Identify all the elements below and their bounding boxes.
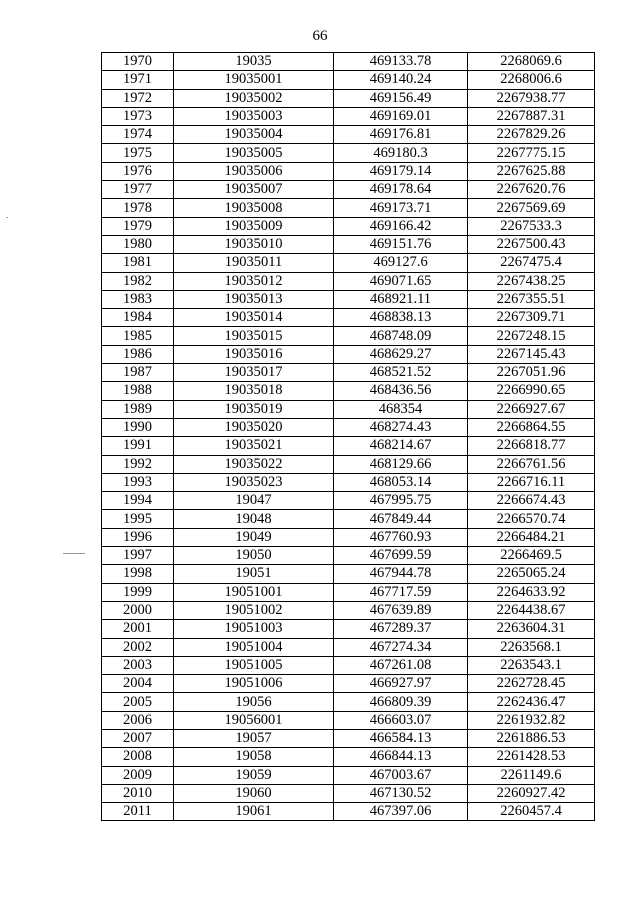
- point-code-cell: 19057: [174, 729, 334, 747]
- point-index-cell: 1976: [102, 162, 174, 180]
- point-code-cell: 19051006: [174, 675, 334, 693]
- point-code-cell: 19035017: [174, 364, 334, 382]
- table-row: [102, 803, 595, 821]
- table-row: [102, 638, 595, 656]
- table-row: [102, 455, 595, 473]
- y-coordinate-cell: 2267355.51: [468, 290, 595, 308]
- page-number: 66: [312, 28, 328, 44]
- point-code-cell: 19035009: [174, 217, 334, 235]
- y-coordinate-cell: 2266484.21: [468, 528, 595, 546]
- point-code-cell: 19047: [174, 492, 334, 510]
- point-index-cell: 1998: [102, 565, 174, 583]
- point-index-cell: 1985: [102, 327, 174, 345]
- y-coordinate-cell: 2266927.67: [468, 400, 595, 418]
- point-code-cell: 19061: [174, 803, 334, 821]
- table-row: [102, 235, 595, 253]
- table-row: [102, 418, 595, 436]
- point-code-cell: 19035013: [174, 290, 334, 308]
- point-code-cell: 19059: [174, 766, 334, 784]
- point-index-cell: 1980: [102, 235, 174, 253]
- table-row: [102, 382, 595, 400]
- y-coordinate-cell: 2262436.47: [468, 693, 595, 711]
- point-index-cell: 1977: [102, 181, 174, 199]
- point-code-cell: 19060: [174, 784, 334, 802]
- point-index-cell: 1972: [102, 89, 174, 107]
- point-index-cell: 2000: [102, 601, 174, 619]
- point-code-cell: 19051: [174, 565, 334, 583]
- x-coordinate-cell: 467944.78: [334, 565, 468, 583]
- y-coordinate-cell: 2261428.53: [468, 748, 595, 766]
- x-coordinate-cell: 469176.81: [334, 126, 468, 144]
- y-coordinate-cell: 2263543.1: [468, 656, 595, 674]
- table-row: [102, 711, 595, 729]
- y-coordinate-cell: 2264633.92: [468, 583, 595, 601]
- y-coordinate-cell: 2262728.45: [468, 675, 595, 693]
- point-index-cell: 2005: [102, 693, 174, 711]
- table-row: [102, 162, 595, 180]
- point-code-cell: 19051001: [174, 583, 334, 601]
- point-index-cell: 1993: [102, 473, 174, 491]
- table-row: [102, 766, 595, 784]
- x-coordinate-cell: 467699.59: [334, 547, 468, 565]
- y-coordinate-cell: 2267533.3: [468, 217, 595, 235]
- y-coordinate-cell: 2263568.1: [468, 638, 595, 656]
- table-row: [102, 656, 595, 674]
- point-index-cell: 1992: [102, 455, 174, 473]
- y-coordinate-cell: 2266818.77: [468, 437, 595, 455]
- y-coordinate-cell: 2267625.88: [468, 162, 595, 180]
- x-coordinate-cell: 469151.76: [334, 235, 468, 253]
- x-coordinate-cell: 468748.09: [334, 327, 468, 345]
- point-index-cell: 1997: [102, 547, 174, 565]
- x-coordinate-cell: 469156.49: [334, 89, 468, 107]
- table-row: [102, 71, 595, 89]
- table-row: [102, 601, 595, 619]
- y-coordinate-cell: 2267475.4: [468, 254, 595, 272]
- point-code-cell: 19051004: [174, 638, 334, 656]
- point-index-cell: 1995: [102, 510, 174, 528]
- x-coordinate-cell: 469180.3: [334, 144, 468, 162]
- point-code-cell: 19035012: [174, 272, 334, 290]
- point-index-cell: 1981: [102, 254, 174, 272]
- table-row: [102, 199, 595, 217]
- point-code-cell: 19035008: [174, 199, 334, 217]
- table-row: [102, 437, 595, 455]
- point-code-cell: 19050: [174, 547, 334, 565]
- y-coordinate-cell: 2267829.26: [468, 126, 595, 144]
- point-code-cell: 19035014: [174, 309, 334, 327]
- x-coordinate-cell: 467130.52: [334, 784, 468, 802]
- y-coordinate-cell: 2266990.65: [468, 382, 595, 400]
- y-coordinate-cell: 2267887.31: [468, 107, 595, 125]
- table-row: [102, 53, 595, 71]
- table-row: [102, 327, 595, 345]
- y-coordinate-cell: 2260927.42: [468, 784, 595, 802]
- x-coordinate-cell: 468436.56: [334, 382, 468, 400]
- y-coordinate-cell: 2264438.67: [468, 601, 595, 619]
- x-coordinate-cell: 469166.42: [334, 217, 468, 235]
- table-row: [102, 620, 595, 638]
- y-coordinate-cell: 2267438.25: [468, 272, 595, 290]
- point-code-cell: 19035022: [174, 455, 334, 473]
- x-coordinate-cell: 466809.39: [334, 693, 468, 711]
- table-row: [102, 364, 595, 382]
- table-row: [102, 254, 595, 272]
- point-index-cell: 1973: [102, 107, 174, 125]
- table-row: [102, 126, 595, 144]
- x-coordinate-cell: 469169.01: [334, 107, 468, 125]
- point-code-cell: 19035010: [174, 235, 334, 253]
- point-code-cell: 19035018: [174, 382, 334, 400]
- point-index-cell: 2004: [102, 675, 174, 693]
- y-coordinate-cell: 2266864.55: [468, 418, 595, 436]
- point-code-cell: 19035011: [174, 254, 334, 272]
- point-code-cell: 19049: [174, 528, 334, 546]
- y-coordinate-cell: 2267500.43: [468, 235, 595, 253]
- point-index-cell: 1970: [102, 53, 174, 71]
- x-coordinate-cell: 469127.6: [334, 254, 468, 272]
- x-coordinate-cell: 467995.75: [334, 492, 468, 510]
- x-coordinate-cell: 469173.71: [334, 199, 468, 217]
- point-code-cell: 19051005: [174, 656, 334, 674]
- table-row: [102, 290, 595, 308]
- y-coordinate-cell: 2267309.71: [468, 309, 595, 327]
- table-row: [102, 675, 595, 693]
- point-code-cell: 19056001: [174, 711, 334, 729]
- y-coordinate-cell: 2263604.31: [468, 620, 595, 638]
- y-coordinate-cell: 2266716.11: [468, 473, 595, 491]
- x-coordinate-cell: 466584.13: [334, 729, 468, 747]
- point-index-cell: 2011: [102, 803, 174, 821]
- margin-mark: [6, 217, 8, 218]
- point-code-cell: 19035006: [174, 162, 334, 180]
- table-row: [102, 583, 595, 601]
- y-coordinate-cell: 2267051.96: [468, 364, 595, 382]
- point-index-cell: 1991: [102, 437, 174, 455]
- margin-mark: [63, 553, 85, 554]
- point-code-cell: 19035007: [174, 181, 334, 199]
- y-coordinate-cell: 2267569.69: [468, 199, 595, 217]
- point-index-cell: 1975: [102, 144, 174, 162]
- point-code-cell: 19056: [174, 693, 334, 711]
- table-row: [102, 181, 595, 199]
- x-coordinate-cell: 469178.64: [334, 181, 468, 199]
- table-row: [102, 693, 595, 711]
- y-coordinate-cell: 2268006.6: [468, 71, 595, 89]
- table-row: [102, 547, 595, 565]
- x-coordinate-cell: 468214.67: [334, 437, 468, 455]
- y-coordinate-cell: 2266469.5: [468, 547, 595, 565]
- point-code-cell: 19035004: [174, 126, 334, 144]
- table-row: [102, 473, 595, 491]
- x-coordinate-cell: 467639.89: [334, 601, 468, 619]
- table-row: [102, 784, 595, 802]
- coordinates-table-body: [102, 53, 595, 821]
- point-index-cell: 1988: [102, 382, 174, 400]
- x-coordinate-cell: 468629.27: [334, 345, 468, 363]
- table-row: [102, 345, 595, 363]
- y-coordinate-cell: 2267620.76: [468, 181, 595, 199]
- x-coordinate-cell: 466603.07: [334, 711, 468, 729]
- x-coordinate-cell: 467274.34: [334, 638, 468, 656]
- table-row: [102, 748, 595, 766]
- x-coordinate-cell: 466927.97: [334, 675, 468, 693]
- point-index-cell: 1989: [102, 400, 174, 418]
- x-coordinate-cell: 469133.78: [334, 53, 468, 71]
- y-coordinate-cell: 2266570.74: [468, 510, 595, 528]
- point-index-cell: 2009: [102, 766, 174, 784]
- point-code-cell: 19051002: [174, 601, 334, 619]
- point-index-cell: 1979: [102, 217, 174, 235]
- x-coordinate-cell: 468053.14: [334, 473, 468, 491]
- table-row: [102, 492, 595, 510]
- table-row: [102, 729, 595, 747]
- point-code-cell: 19035001: [174, 71, 334, 89]
- point-index-cell: 1994: [102, 492, 174, 510]
- x-coordinate-cell: 468354: [334, 400, 468, 418]
- x-coordinate-cell: 467397.06: [334, 803, 468, 821]
- point-code-cell: 19035005: [174, 144, 334, 162]
- point-index-cell: 1978: [102, 199, 174, 217]
- table-row: [102, 510, 595, 528]
- coordinates-table: [101, 52, 595, 821]
- y-coordinate-cell: 2267248.15: [468, 327, 595, 345]
- point-index-cell: 1987: [102, 364, 174, 382]
- y-coordinate-cell: 2267145.43: [468, 345, 595, 363]
- y-coordinate-cell: 2266761.56: [468, 455, 595, 473]
- point-index-cell: 2006: [102, 711, 174, 729]
- point-index-cell: 1984: [102, 309, 174, 327]
- point-index-cell: 2003: [102, 656, 174, 674]
- point-index-cell: 1974: [102, 126, 174, 144]
- y-coordinate-cell: 2261886.53: [468, 729, 595, 747]
- y-coordinate-cell: 2261932.82: [468, 711, 595, 729]
- x-coordinate-cell: 468129.66: [334, 455, 468, 473]
- x-coordinate-cell: 468274.43: [334, 418, 468, 436]
- point-index-cell: 1986: [102, 345, 174, 363]
- point-code-cell: 19035: [174, 53, 334, 71]
- x-coordinate-cell: 467003.67: [334, 766, 468, 784]
- x-coordinate-cell: 467289.37: [334, 620, 468, 638]
- table-row: [102, 89, 595, 107]
- point-index-cell: 2002: [102, 638, 174, 656]
- x-coordinate-cell: 469071.65: [334, 272, 468, 290]
- point-code-cell: 19035016: [174, 345, 334, 363]
- point-index-cell: 1971: [102, 71, 174, 89]
- x-coordinate-cell: 469179.14: [334, 162, 468, 180]
- point-index-cell: 1990: [102, 418, 174, 436]
- x-coordinate-cell: 467760.93: [334, 528, 468, 546]
- x-coordinate-cell: 468921.11: [334, 290, 468, 308]
- point-code-cell: 19048: [174, 510, 334, 528]
- point-index-cell: 2008: [102, 748, 174, 766]
- table-row: [102, 528, 595, 546]
- x-coordinate-cell: 469140.24: [334, 71, 468, 89]
- x-coordinate-cell: 466844.13: [334, 748, 468, 766]
- x-coordinate-cell: 468521.52: [334, 364, 468, 382]
- y-coordinate-cell: 2261149.6: [468, 766, 595, 784]
- point-index-cell: 1982: [102, 272, 174, 290]
- x-coordinate-cell: 467849.44: [334, 510, 468, 528]
- point-code-cell: 19035003: [174, 107, 334, 125]
- point-index-cell: 1983: [102, 290, 174, 308]
- x-coordinate-cell: 467261.08: [334, 656, 468, 674]
- y-coordinate-cell: 2267938.77: [468, 89, 595, 107]
- y-coordinate-cell: 2267775.15: [468, 144, 595, 162]
- point-code-cell: 19035020: [174, 418, 334, 436]
- x-coordinate-cell: 467717.59: [334, 583, 468, 601]
- table-row: [102, 217, 595, 235]
- x-coordinate-cell: 468838.13: [334, 309, 468, 327]
- table-row: [102, 309, 595, 327]
- table-row: [102, 272, 595, 290]
- table-row: [102, 107, 595, 125]
- y-coordinate-cell: 2268069.6: [468, 53, 595, 71]
- y-coordinate-cell: 2266674.43: [468, 492, 595, 510]
- point-code-cell: 19035015: [174, 327, 334, 345]
- point-index-cell: 2007: [102, 729, 174, 747]
- table-row: [102, 565, 595, 583]
- point-index-cell: 1999: [102, 583, 174, 601]
- point-code-cell: 19035021: [174, 437, 334, 455]
- y-coordinate-cell: 2260457.4: [468, 803, 595, 821]
- point-index-cell: 2001: [102, 620, 174, 638]
- point-code-cell: 19051003: [174, 620, 334, 638]
- table-row: [102, 144, 595, 162]
- point-code-cell: 19035019: [174, 400, 334, 418]
- point-code-cell: 19035002: [174, 89, 334, 107]
- point-code-cell: 19058: [174, 748, 334, 766]
- table-row: [102, 400, 595, 418]
- point-index-cell: 1996: [102, 528, 174, 546]
- point-index-cell: 2010: [102, 784, 174, 802]
- point-code-cell: 19035023: [174, 473, 334, 491]
- y-coordinate-cell: 2265065.24: [468, 565, 595, 583]
